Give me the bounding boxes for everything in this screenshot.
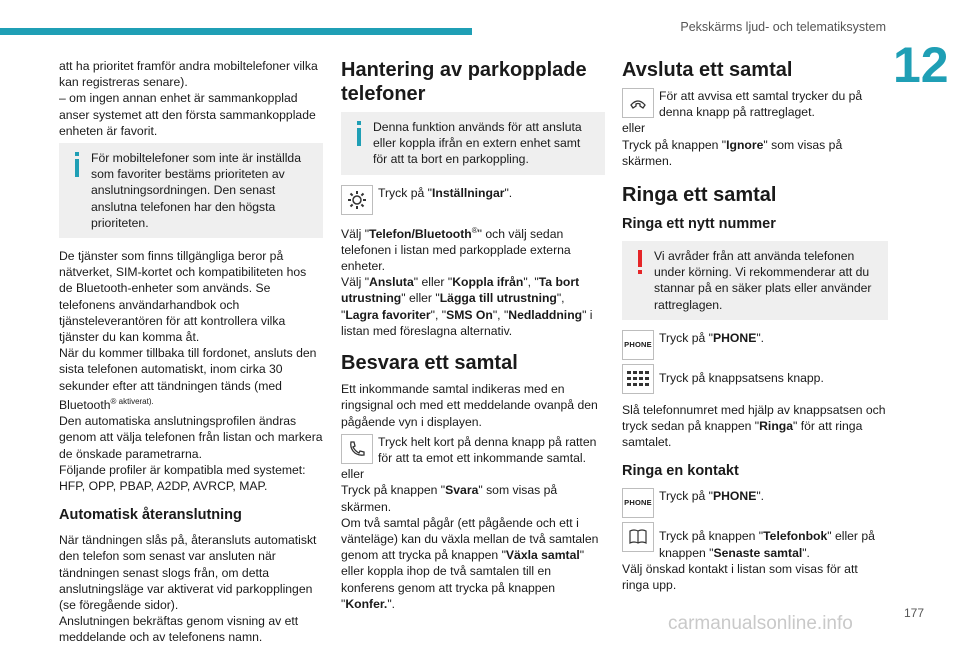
phonebook-icon [622, 522, 654, 552]
info-note [341, 112, 605, 175]
instruction-row: PHONE Tryck på "PHONE". [622, 330, 888, 360]
info-note [59, 143, 323, 238]
paragraph: När tändningen slås på, återansluts automatiskt den telefon som senast var ansluten när tändningen senast slogs från, om detta anslutningsläge var aktiverat vid parkopplingen (se föregående sidor). [59, 533, 317, 612]
column-1 [59, 58, 323, 646]
paragraph: Om två samtal pågår (ett pågående och ett i vänteläge) kan du växla mellan de två samtalen genom att trycka på knappen "Växla samtal" eller koppla ihop de två samtalen till en konferens genom att trycka på knappen "Konfer.". [341, 515, 599, 611]
paragraph: Välj önskad kontakt i listan som visas för att ringa upp. [622, 561, 858, 593]
note-text: Vi avråder från att använda telefonen under körning. Vi rekommenderar att du stannar på en säker plats eller använder rattreglagen. [654, 249, 872, 312]
phone-button-icon: PHONE [622, 488, 654, 518]
subsection-heading: Ringa en kontakt [622, 463, 739, 480]
instruction-row: Tryck helt kort på denna knapp på ratten för att ta emot ett inkommande samtal. [341, 434, 605, 466]
paragraph: – om ingen annan enhet är sammankopplad anser systemet att den första sammankopplade enheten är favorit. [59, 91, 316, 138]
instruction-row: För att avvisa ett samtal trycker du på denna knapp på rattreglaget. [622, 88, 888, 120]
chapter-number: 12 [893, 37, 949, 93]
running-header: Pekskärms ljud- och telematiksystem [680, 20, 886, 34]
paragraph: eller [341, 467, 365, 482]
watermark: carmanualsonline.info [668, 613, 853, 634]
phone-button-icon: PHONE [622, 330, 654, 360]
instruction-row: Tryck på "Inställningar". [341, 185, 605, 215]
paragraph: Anslutningen bekräftas genom visning av ett meddelande och av telefonens namn. [59, 614, 299, 645]
paragraph: att ha prioritet framför andra mobiltelefoner vilka kan registreras senare). [59, 59, 318, 90]
instruction-row: PHONE Tryck på "PHONE". [622, 488, 888, 518]
section-heading: Hantering av parkopplade telefoner [341, 59, 587, 105]
paragraph: Välj "Telefon/Bluetooth®" och välj sedan telefonen i listan med parkopplade externa enheter. [341, 225, 571, 274]
section-heading: Automatisk återanslutning [59, 507, 242, 524]
note-text: Denna funktion används för att ansluta eller koppla ifrån en extern enhet samt för att ta bort en parkoppling. [373, 120, 582, 167]
column-2 [341, 58, 605, 612]
paragraph: eller [622, 121, 646, 136]
phone-handset-icon [341, 434, 373, 464]
paragraph: När du kommer tillbaka till fordonet, ansluts den sista telefonen automatiskt, inom cirka 30 sekunder efter att tändningen tänds (med Bluetooth$^{® aktiverat).}$ [59, 346, 317, 412]
subsection-heading: Ringa ett nytt nummer [622, 216, 776, 233]
paragraph: Ett inkommande samtal indikeras med en ringsignal och med ett meddelande ovanpå den pågående vyn i displayen. [341, 382, 598, 429]
note-text: För mobiltelefoner som inte är inställda som favoriter bestäms prioriteten av anslutningsordningen. Den senast anslutna telefonen har den högsta prioriteten. [91, 151, 301, 230]
instruction-row: Tryck på knappen "Telefonbok" eller på knappen "Senaste samtal". [622, 522, 888, 560]
paragraph: Tryck på knappen "Ignore" som visas på skärmen. [622, 137, 843, 168]
paragraph: Slå telefonnumret med hjälp av knappsatsen och tryck sedan på knappen "Ringa" för att ringa samtalet. [622, 402, 886, 450]
keypad-icon [622, 364, 654, 394]
column-3 [622, 58, 888, 593]
header-accent-bar [0, 28, 472, 35]
page-number: 177 [904, 606, 925, 620]
section-heading: Besvara ett samtal [341, 352, 518, 375]
section-heading: Avsluta ett samtal [622, 59, 793, 81]
section-heading: Ringa ett samtal [622, 184, 777, 207]
gear-icon [341, 185, 373, 215]
phone-handset-icon [622, 88, 654, 118]
paragraph: De tjänster som finns tillgängliga beror på nätverket, SIM-kortet och kompatibiliteten hos de Bluetooth-enheter som används. Se telefonens användarhandbok och tjänsteleverantören för att kontrollera vilka tjänster du kan komma åt. [59, 249, 307, 345]
warning-icon [631, 250, 649, 276]
instruction-row: Tryck på knappsatsens knapp. [622, 364, 888, 394]
paragraph: Välj "Ansluta" eller "Koppla ifrån", "Ta bort utrustning" eller "Lägga till utrustning", "Lagra favoriter", "SMS On", "Nedladdning" i listan med föreslagna alternativ. [341, 275, 593, 338]
paragraph: Tryck på knappen "Svara" som visas på skärmen. [341, 483, 558, 514]
info-icon [68, 152, 86, 178]
paragraph: Den automatiska anslutningsprofilen ändras genom att välja telefonen från listan och markera de önskade parametrarna. [59, 414, 323, 461]
warning-note [622, 241, 888, 320]
info-icon [350, 121, 368, 147]
paragraph: Följande profiler är kompatibla med systemet: HFP, OPP, PBAP, A2DP, AVRCP, MAP. [59, 462, 306, 493]
